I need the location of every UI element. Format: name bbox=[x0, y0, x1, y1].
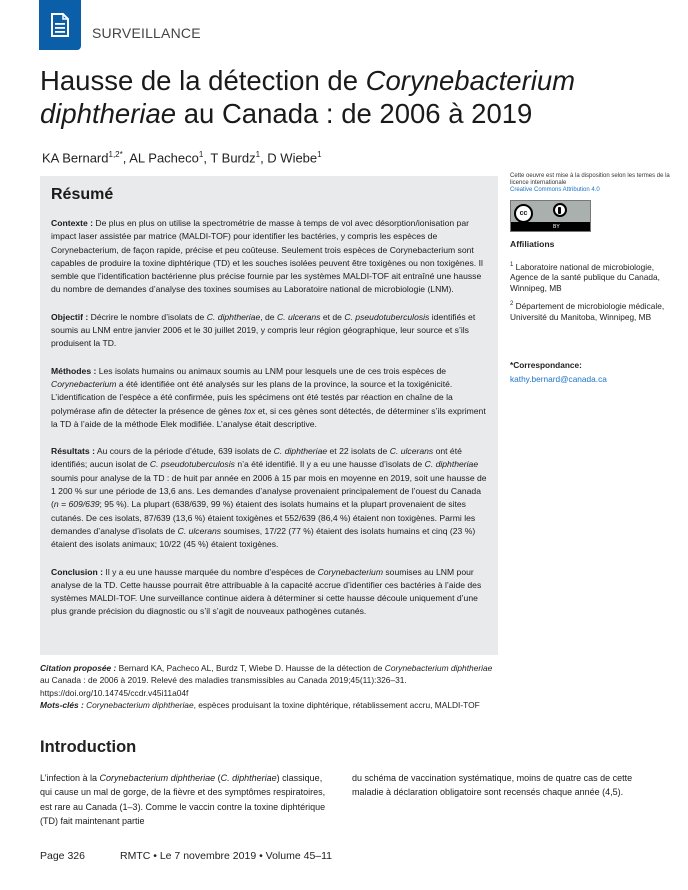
introduction-column-1: L’infection à la Corynebacterium diphtheriae (C. diphtheriae) classique, qui cause un mal de gorge, de la fièvre et des symptômes respiratoires, est rare au Canada (1–3). Comme le vaccin contre la toxine diphtérique (TD) fait maintenant partie bbox=[40, 773, 326, 826]
correspondence-email-link[interactable]: kathy.bernard@canada.ca bbox=[510, 374, 607, 385]
abstract-conclusion: Conclusion : Il y a eu une hausse marquée du nombre d’espèces de Corynebacterium soumises au LNM pour analyse de la TD. Cette hausse pourrait être attribuable à la capacité accrue d’identifier ces bactéries à l’aide des systèmes MALDI-TOF. Une surveillance continue aidera à déterminer si cette hausse découle uniquement d’une plus grande précision du diagnostic ou s’il s’agit de nouveaux pathogènes cutanés. bbox=[51, 566, 482, 617]
abstract-objective: Objectif : Décrire le nombre d’isolats de C. diphtheriae, de C. ulcerans et de C. pseudotuberculosis identifiés et soumis au LNM entre janvier 2006 et le 30 juillet 2019, y compris leur région géographique, leur source et s’ils produisent la TD. bbox=[51, 311, 476, 349]
document-icon bbox=[50, 13, 70, 37]
page-number: Page 326 bbox=[40, 850, 85, 862]
attribution-person-icon bbox=[553, 203, 567, 217]
author: T Burdz bbox=[210, 150, 256, 166]
author: KA Bernard bbox=[42, 150, 109, 166]
author: AL Pacheco bbox=[129, 150, 199, 166]
author: D Wiebe bbox=[267, 150, 318, 166]
introduction-heading: Introduction bbox=[40, 738, 137, 756]
section-badge bbox=[39, 0, 81, 50]
affiliation-item: $^1$ Laboratoire national de microbiologie, Agence de la santé publique du Canada, Winnipeg, MB bbox=[510, 261, 660, 294]
suggested-citation: Citation proposée : Bernard KA, Pacheco AL, Burdz T, Wiebe D. Hausse de la détection de Corynebacterium diphtheriae au Canada : de 2006 à 2019. Relevé des maladies transmissibles au Canada 2019;45(11):326–31. https://doi.org/10.14745/ccdr.v45i11a04f Mots-clés : Corynebacterium diphtheriae, espèces produisant la toxine diphtérique, rétablissement accru, MALDI-TOF bbox=[40, 662, 500, 712]
journal-info: RMTC • Le 7 novembre 2019 • Volume 45–11 bbox=[120, 850, 333, 862]
abstract-results: Résultats : Au cours de la période d’étude, 639 isolats de C. diphtheriae et 22 isolats de C. ulcerans ont été identifiés; aucun isolat de C. pseudotuberculosis n’a été identifié. Il y a eu une hausse d’isolats de C. diphtheriae soumis pour analyse de la TD : de huit par année en 2006 à 15 par mois en moyenne en 2019, soit une hausse de 1 200 % sur une période de 13,6 ans. Les demandes d’analyse provenaient principalement de l’ouest du Canada (n = 609/639; 95 %). La plupart (638/639, 99 %) étaient des isolats humains et la plupart provenaient de sites cutanés. De ces isolats, 87/639 (13,6 %) étaient toxigènes et 552/639 (86,4 %) étaient non toxigènes. Parmi les demandes d’analyse d’isolats de C. ulcerans soumises, 17/22 (77 %) étaient des isolats humains et cinq (23 %) étaient des isolats animaux; 10/22 (45 %) étaient toxigènes. bbox=[51, 446, 487, 550]
affiliation-item: $^2$ Département de microbiologie médicale, Université du Manitoba, Winnipeg, MB bbox=[510, 301, 665, 323]
introduction-column-2: du schéma de vaccination systématique, moins de quatre cas de cette maladie à déclaration obligatoire sont recensés chaque année (4,5). bbox=[352, 773, 633, 798]
sidebar bbox=[510, 173, 680, 384]
cc-by-badge[interactable] bbox=[510, 200, 591, 232]
abstract-context: Contexte : De plus en plus on utilise la spectrométrie de masse à temps de vol avec désorption/ionisation par impact laser assistée par matrice (MALDI-TOF) pour identifier les bactéries, y compris les espèces de Corynebacterium, de façon rapide, précise et peu coûteuse. Seulement trois espèces de Corynebacterium sont capables de produire la toxine diphtérique (TD) et les souches isolées peuvent être toxigènes ou non toxigènes. Il semble que l’identification bactérienne plus précise fournie par les systèmes MALDI-TOF ait entraîné une hausse du nombre de demandes d’analyse des toxines soumises au Laboratoire national de microbiologie (LNM). bbox=[51, 218, 483, 295]
abstract-methods: Méthodes : Les isolats humains ou animaux soumis au LNM pour lesquels une de ces trois espèces de Corynebacterium a été identifiée ont été analysés sur les plans de la province, la source et la toxigénicité. L’identification de l’espèce a été confirmée, puis les spécimens ont été testés par réaction en chaîne de la polymérase afin de détecter la présence de gènes tox et, si ces gènes sont détectés, de déterminer s’ils expriment la TD à l’aide de la méthode Elek modifiée. L’analyse était descriptive. bbox=[51, 365, 486, 429]
cc-by-label: BY bbox=[553, 223, 560, 230]
section-label: SURVEILLANCE bbox=[92, 25, 201, 41]
cc-icon: cc bbox=[514, 204, 533, 223]
abstract-box bbox=[40, 176, 498, 655]
keywords: Mots-clés : Corynebacterium diphtheriae, espèces produisant la toxine diphtérique, rétablissement accru, MALDI-TOF bbox=[40, 700, 480, 711]
affiliations-heading: Affiliations bbox=[510, 238, 555, 249]
abstract-heading: Résumé bbox=[51, 186, 114, 203]
license-notice: Cette oeuvre est mise à la disposition selon les termes de la licence internationale Creative Commons Attribution 4.0 bbox=[510, 173, 680, 195]
author-list: KA Bernard$^{1,2*}$, AL Pacheco$^1$, T Burdz$^1$, D Wiebe$^1$ bbox=[42, 150, 322, 166]
article-title: Hausse de la détection de Corynebacterium diphtheriae au Canada : de 2006 à 2019 bbox=[40, 65, 576, 129]
license-link[interactable]: Creative Commons Attribution 4.0 bbox=[510, 187, 600, 194]
correspondence-heading: *Correspondance: bbox=[510, 360, 582, 371]
